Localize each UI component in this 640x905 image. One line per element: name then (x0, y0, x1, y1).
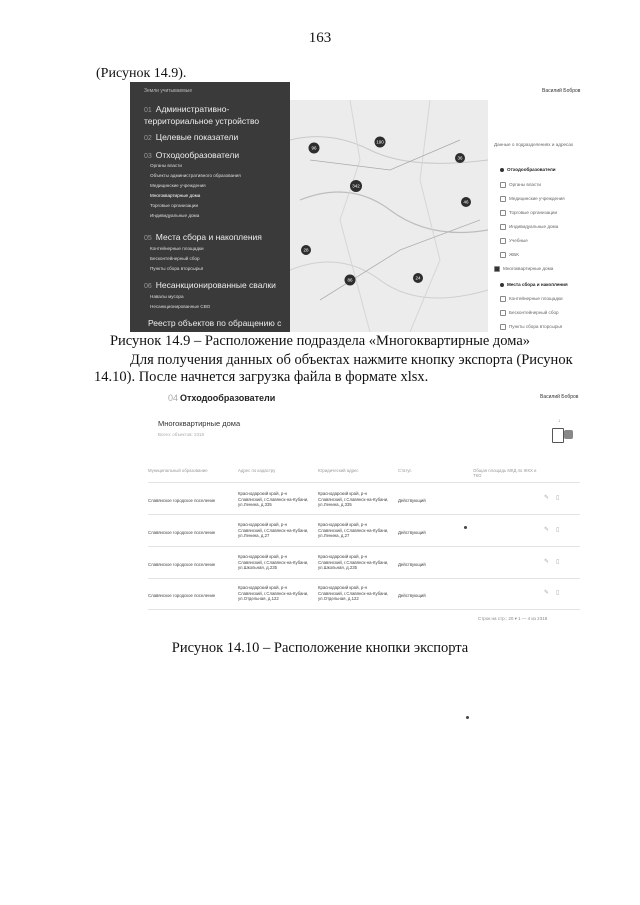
paragraph (94, 352, 594, 386)
divider (148, 514, 580, 515)
column-header[interactable]: Общая площадь МКД по ЖКХ и ТКО (473, 468, 537, 478)
delete-icon[interactable]: ▯ (556, 559, 560, 565)
map-marker[interactable] (413, 273, 423, 283)
sidebar-subitem[interactable]: Медицинские учреждения (150, 183, 206, 188)
paragraph-line-2: 14.10). После начнется загрузка файла в формате xlsx. (94, 369, 429, 385)
delete-icon[interactable]: ▯ (556, 495, 560, 501)
column-header[interactable]: Юридический адрес (318, 468, 359, 473)
edit-icon[interactable]: ✎ (544, 590, 550, 596)
map-marker[interactable] (375, 137, 386, 148)
sidebar-subitem[interactable]: Бесконтейнерный сбор (150, 256, 200, 261)
layer-icon (500, 210, 506, 216)
sidebar-subitem[interactable]: Несанкционированные СВО (150, 304, 211, 309)
map-marker[interactable] (461, 197, 471, 207)
right-panel-head-collection: Места сбора и накопления (500, 282, 568, 287)
right-panel (488, 82, 588, 332)
right-panel-head-generators: Отходообразователи (500, 167, 556, 172)
sidebar-subitem-apartments[interactable]: Многоквартирные дома (150, 193, 201, 198)
layer-item[interactable]: Медицинские учреждения (500, 196, 565, 202)
page-number: 163 (308, 30, 332, 46)
delete-icon[interactable]: ▯ (556, 590, 560, 596)
export-button[interactable] (552, 428, 564, 443)
layer-item[interactable]: Учебные (500, 238, 528, 244)
divider (148, 482, 580, 483)
table-cell: Действующий (398, 498, 426, 503)
svg-text:190: 190 (376, 139, 384, 145)
objects-count: Всего: объектов: 2318 (158, 432, 204, 437)
sidebar-subitem[interactable]: Объекты административного образования (150, 173, 241, 178)
table-cell: Славянское городское поселение (148, 562, 216, 567)
layer-icon (500, 296, 506, 302)
layer-item[interactable]: ЖБК (500, 252, 519, 258)
layer-item[interactable]: Торговые организации (500, 210, 557, 216)
svg-text:36: 36 (457, 155, 463, 161)
divider (148, 546, 580, 547)
svg-text:28: 28 (303, 247, 309, 253)
bullet-icon (500, 168, 504, 172)
svg-text:86: 86 (347, 277, 353, 283)
layer-icon (500, 196, 506, 202)
figure-14-9 (130, 82, 588, 332)
sidebar-subitem[interactable]: Пункты сбора вторсырья (150, 266, 204, 271)
paragraph-line-1: Для получения данных об объектах нажмите кнопку экспорта (Рисунок (130, 352, 573, 368)
table-cell: Краснодарский край, р-н Славянский, г.Славянск-на-Кубани, ул.Отдельная, д.122 (238, 585, 309, 601)
table-cell: Славянское городское поселение (148, 530, 216, 535)
speck (464, 526, 467, 529)
delete-icon[interactable]: ▯ (556, 527, 560, 533)
caption-figure-14-9: Рисунок 14.9 – Расположение подраздела «Многоквартирные дома» (109, 333, 531, 349)
filter-button[interactable] (564, 430, 573, 439)
map-marker[interactable] (309, 143, 320, 154)
section-title: 04 Отходообразователи (168, 393, 276, 403)
figure-14-10 (148, 388, 588, 628)
layer-icon (500, 224, 506, 230)
edit-icon[interactable]: ✎ (544, 559, 550, 565)
sidebar-subitem[interactable]: Навалы мусора (150, 294, 184, 299)
sidebar-section-collection[interactable]: 05 Места сбора и накопления (144, 232, 262, 242)
sidebar-top-label: Земли учитываемые (144, 88, 193, 94)
table-cell: Славянское городское поселение (148, 593, 216, 598)
table-cell: Краснодарский край, р-н Славянский, г.Славянск-на-Кубани, ул.Школьная, д.235 (318, 554, 389, 570)
table-cell: Краснодарский край, р-н Славянский, г.Славянск-на-Кубани, ул.Отдельная, д.122 (318, 585, 389, 601)
divider (148, 609, 580, 610)
page-title: Многоквартирные дома (158, 419, 241, 428)
map-marker[interactable] (301, 245, 311, 255)
caption-figure-14-10: Рисунок 14.10 – Расположение кнопки экспорта (171, 640, 469, 656)
sidebar-subitem[interactable]: Органы власти (150, 163, 182, 168)
table-cell: Действующий (398, 562, 426, 567)
map-marker[interactable] (345, 275, 356, 286)
layer-icon (500, 238, 506, 244)
map-marker[interactable] (350, 180, 362, 192)
edit-icon[interactable]: ✎ (544, 495, 550, 501)
layer-item[interactable]: Контейнерные площадки (500, 296, 563, 302)
bullet-icon (500, 283, 504, 287)
map[interactable] (290, 100, 488, 332)
right-panel-top: Данные о подразделениях и адресах (494, 142, 574, 147)
layer-icon (500, 252, 506, 258)
table-cell: Краснодарский край, р-н Славянский, г.Славянск-на-Кубани, ул.Ленина, д.335 (318, 491, 389, 507)
table-cell: Славянское городское поселение (148, 498, 216, 503)
table-cell: Краснодарский край, р-н Славянский, г.Славянск-на-Кубани, ул.Ленина, д.27 (318, 522, 389, 538)
map-marker[interactable] (455, 153, 465, 163)
table-cell: Действующий (398, 530, 426, 535)
svg-text:96: 96 (311, 145, 317, 151)
checkbox-icon (494, 266, 500, 272)
sidebar-section-dumps[interactable]: 06 Несанкционированные свалки (144, 280, 276, 290)
column-header[interactable]: Муниципальный образование (148, 468, 208, 473)
apartments-checkbox[interactable]: Многоквартирные дома (494, 266, 553, 272)
sidebar-section-registry[interactable]: Реестр объектов по обращению с (148, 318, 282, 328)
sidebar (130, 82, 290, 332)
svg-text:342: 342 (352, 183, 360, 189)
layer-item[interactable]: Органы власти (500, 182, 541, 188)
table-cell: Краснодарский край, р-н Славянский, г.Славянск-на-Кубани, ул.Школьная, д.235 (238, 554, 309, 570)
download-hint: ↓ (558, 418, 561, 424)
top-caption: (Рисунок 14.9). (96, 66, 187, 81)
map-canvas[interactable] (290, 100, 488, 332)
sidebar-section-admin[interactable]: 01 Административно-территориальное устройство (144, 104, 260, 126)
svg-text:46: 46 (463, 199, 469, 205)
layer-icon (500, 310, 506, 316)
divider (148, 578, 580, 579)
sidebar-section-targets[interactable]: 02 Целевые показатели (144, 132, 239, 142)
layer-item[interactable]: Индивидуальные дома (500, 224, 558, 230)
table-cell: Действующий (398, 593, 426, 598)
layer-icon (500, 324, 506, 330)
layer-icon (500, 182, 506, 188)
user-name[interactable]: Василий Бобров (542, 88, 581, 94)
pagination[interactable]: Строк на стр.: 20 ▾ 1 — 4 из 2318 (478, 616, 548, 621)
sidebar-section-waste-generators[interactable]: 03 Отходообразователи (144, 150, 240, 160)
column-header[interactable]: Статус (398, 468, 412, 473)
svg-text:24: 24 (415, 275, 421, 281)
sidebar-subitem[interactable]: Контейнерные площадки (150, 246, 204, 251)
user-name[interactable]: Василий Бобров (540, 394, 579, 400)
table-cell: Краснодарский край, р-н Славянский, г.Славянск-на-Кубани, ул.Ленина, д.335 (238, 491, 309, 507)
sidebar-subitem[interactable]: Торговые организации (150, 203, 199, 208)
table-cell: Краснодарский край, р-н Славянский, г.Славянск-на-Кубани, ул.Ленина, д.27 (238, 522, 309, 538)
layer-item[interactable]: Бесконтейнерный сбор (500, 310, 559, 316)
layer-item[interactable]: Пункты сбора вторсырья (500, 324, 562, 330)
edit-icon[interactable]: ✎ (544, 527, 550, 533)
column-header[interactable]: Адрес по кадастру (238, 468, 276, 473)
speck (466, 716, 469, 719)
sidebar-subitem[interactable]: Индивидуальные дома (150, 213, 200, 218)
